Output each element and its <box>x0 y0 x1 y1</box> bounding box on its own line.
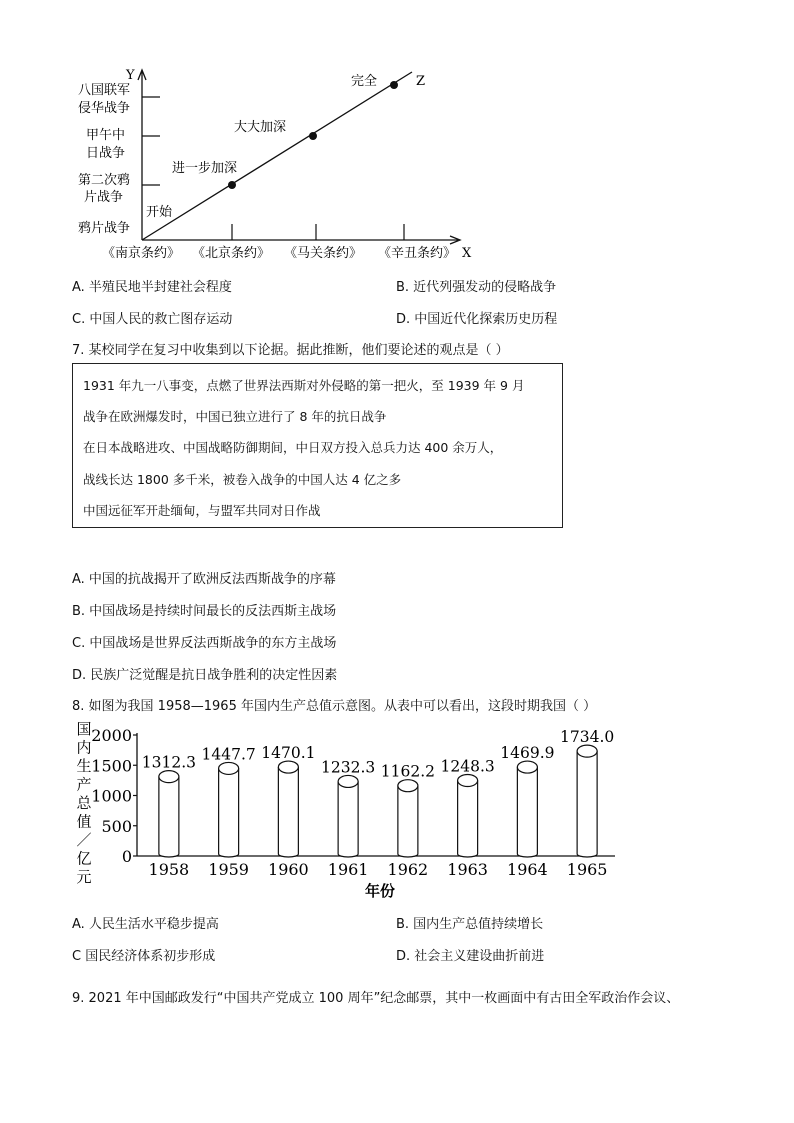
x-label-maguan: 《马关条约》 <box>284 246 363 261</box>
chart-x-axis-title: 年份 <box>364 882 396 900</box>
q8-option-d[interactable]: D. 社会主义建设曲折前进 <box>396 949 545 964</box>
chart-y-tick-label: 500 <box>101 816 132 836</box>
gdp-bar-top-1960 <box>278 761 298 773</box>
gdp-x-label-1962: 1962 <box>387 860 429 879</box>
chart-y-tick-label: 2000 <box>91 726 132 745</box>
y-label-sino-japanese-war-2: 日战争 <box>86 146 126 161</box>
y-axis-label: Y <box>126 68 135 83</box>
gdp-value-label-1958: 1312.3 <box>141 753 196 772</box>
gdp-bar-1964 <box>517 767 537 857</box>
point-label-complete: 完全 <box>351 74 378 89</box>
q7-stem: 7. 某校同学在复习中收集到以下论据。据此推断，他们要论述的观点是（ ） <box>72 343 509 358</box>
gdp-value-label-1964: 1469.9 <box>500 744 555 763</box>
gdp-bar-top-1961 <box>338 775 358 787</box>
q8-stem: 8. 如图为我国 1958—1965 年国内生产总值示意图。从表中可以看出，这段时期我国（ ） <box>72 699 597 714</box>
gdp-x-label-1959: 1959 <box>208 860 249 879</box>
q7-option-a[interactable]: A. 中国的抗战揭开了欧洲反法西斯战争的序幕 <box>72 572 336 587</box>
q9-stem: 9. 2021 年中国邮政发行“中国共产党成立 100 周年”纪念邮票，其中一枚画面中有古田全军政治作会议、 <box>72 991 680 1006</box>
gdp-x-label-1965: 1965 <box>566 860 608 879</box>
gdp-value-label-1965: 1734.0 <box>560 728 615 747</box>
evidence-line: 1931 年九一八事变，点燃了世界法西斯对外侵略的第一把火，至 1939 年 9 月 <box>83 378 525 393</box>
gdp-x-label-1958: 1958 <box>148 860 190 879</box>
line-end-label: Z <box>416 74 426 89</box>
gdp-value-label-1961: 1232.3 <box>321 758 376 777</box>
x-label-xinchou: 《辛丑条约》 <box>378 246 457 261</box>
q8-option-a[interactable]: A. 人民生活水平稳步提高 <box>72 917 219 932</box>
q6-diagram <box>0 0 794 270</box>
gdp-bar-1960 <box>278 767 298 857</box>
gdp-bar-1958 <box>159 777 179 857</box>
y-label-sino-japanese-war-1: 甲午中 <box>86 128 126 143</box>
gdp-x-label-1964: 1964 <box>507 860 548 879</box>
y-label-opium-war: 鸦片战争 <box>78 221 131 236</box>
y-label-eight-nation-1: 八国联军 <box>78 83 131 98</box>
q8-option-c[interactable]: C 国民经济体系初步形成 <box>72 949 216 964</box>
q7-option-d[interactable]: D. 民族广泛觉醒是抗日战争胜利的决定性因素 <box>72 668 338 683</box>
gdp-value-label-1960: 1470.1 <box>261 744 316 763</box>
gdp-value-label-1959: 1447.7 <box>201 745 256 764</box>
gdp-bar-top-1962 <box>398 780 418 792</box>
chart-y-tick-label: 1000 <box>91 786 132 806</box>
evidence-line: 战争在欧洲爆发时，中国已独立进行了 8 年的抗日战争 <box>83 409 387 424</box>
gdp-bar-1962 <box>398 786 418 857</box>
y-axis-label-char: 国 <box>76 720 92 738</box>
y-label-eight-nation-2: 侵华战争 <box>78 101 131 116</box>
q7-evidence-box <box>72 363 563 528</box>
point-label-deepen: 进一步加深 <box>172 161 238 176</box>
gdp-bar-1965 <box>577 751 597 857</box>
gdp-x-label-1961: 1961 <box>327 860 369 879</box>
x-label-nanjing: 《南京条约》 <box>102 246 181 261</box>
evidence-line: 在日本战略进攻、中国战略防御期间，中日双方投入总兵力达 400 余万人， <box>83 440 503 455</box>
y-label-second-opium-war-1: 第二次鸦 <box>78 173 131 188</box>
gdp-x-label-1960: 1960 <box>268 860 309 879</box>
point-greatly-deepen <box>309 132 317 140</box>
trend-line <box>142 72 412 240</box>
gdp-x-label-1963: 1963 <box>447 860 488 879</box>
gdp-bar-top-1958 <box>159 771 179 783</box>
gdp-bar-chart <box>0 718 794 903</box>
y-axis-label-char: ／ <box>76 831 92 849</box>
q6-option-d[interactable]: D. 中国近代化探索历史历程 <box>396 312 558 327</box>
q6-option-c[interactable]: C. 中国人民的救亡图存运动 <box>72 312 233 327</box>
x-label-beijing: 《北京条约》 <box>192 246 271 261</box>
gdp-bar-1961 <box>338 781 358 857</box>
evidence-line: 中国远征军开赴缅甸，与盟军共同对日作战 <box>83 503 321 518</box>
y-axis-label-char: 总 <box>76 794 92 812</box>
point-label-start: 开始 <box>146 205 173 220</box>
y-axis-label-char: 亿 <box>76 849 92 868</box>
y-axis-label-char: 生 <box>76 757 92 775</box>
chart-y-tick-label: 1500 <box>91 756 132 776</box>
chart-y-tick-label: 0 <box>121 847 132 866</box>
q7-option-b[interactable]: B. 中国战场是持续时间最长的反法西斯主战场 <box>72 604 337 619</box>
q7-option-c[interactable]: C. 中国战场是世界反法西斯战争的东方主战场 <box>72 636 337 651</box>
q6-option-a[interactable]: A. 半殖民地半封建社会程度 <box>72 280 232 295</box>
x-axis-label: X <box>462 246 472 261</box>
y-label-second-opium-war-2: 片战争 <box>84 190 124 205</box>
gdp-bar-1959 <box>219 768 239 857</box>
q8-option-b[interactable]: B. 国内生产总值持续增长 <box>396 917 544 932</box>
y-axis-label-char: 产 <box>76 775 92 794</box>
q6-option-b[interactable]: B. 近代列强发动的侵略战争 <box>396 280 557 295</box>
evidence-line: 战线长达 1800 多千米，被卷入战争的中国人达 4 亿之多 <box>83 472 402 487</box>
gdp-value-label-1963: 1248.3 <box>440 757 495 776</box>
point-label-greatly-deepen: 大大加深 <box>234 120 287 135</box>
y-axis-label-char: 内 <box>76 738 92 757</box>
point-deepen <box>228 181 236 189</box>
gdp-value-label-1962: 1162.2 <box>380 762 435 781</box>
gdp-bar-top-1965 <box>577 745 597 757</box>
point-complete <box>390 81 398 89</box>
y-axis-label-char: 元 <box>76 868 92 886</box>
gdp-bar-1963 <box>458 780 478 857</box>
y-axis-label-char: 值 <box>76 812 92 831</box>
gdp-bar-top-1964 <box>517 761 537 773</box>
gdp-bar-top-1959 <box>219 762 239 774</box>
gdp-bar-top-1963 <box>458 774 478 786</box>
